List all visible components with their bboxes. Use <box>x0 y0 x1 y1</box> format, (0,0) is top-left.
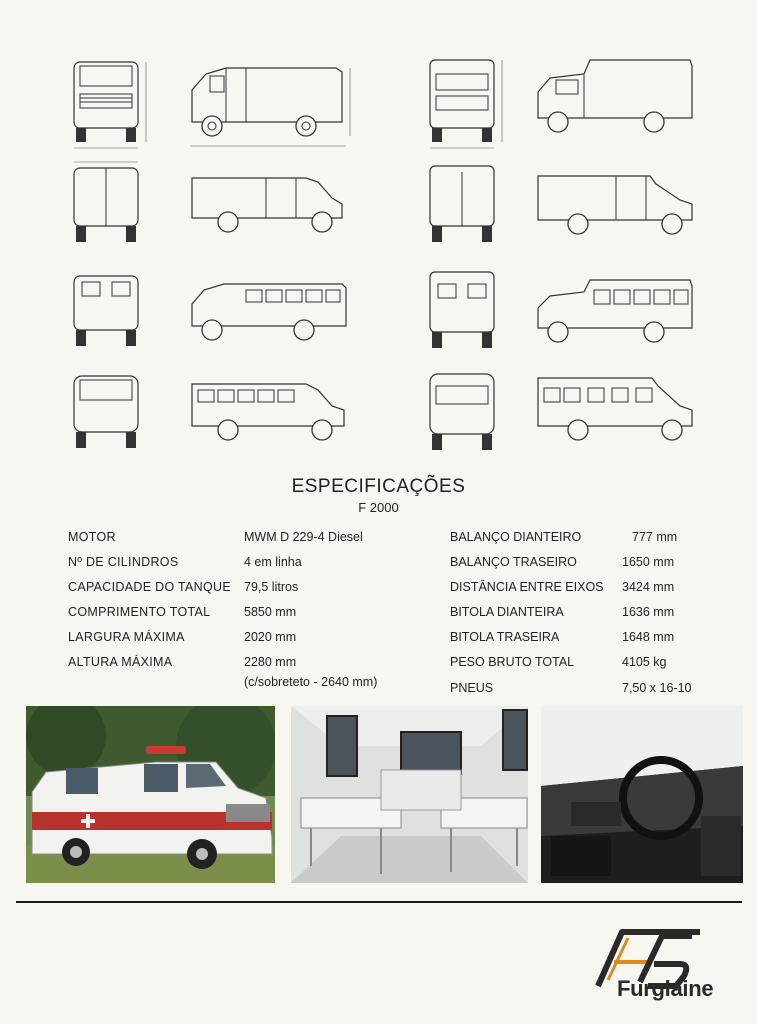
specs-model: F 2000 <box>358 500 399 515</box>
side-view-drawing-high-roof <box>532 56 702 152</box>
side-view-drawing-van <box>186 60 356 156</box>
side-view-drawing-bus-high-roof <box>532 372 702 458</box>
spec-right-label: BALANÇO TRASEIRO <box>450 555 577 569</box>
dashboard-photo <box>541 706 743 883</box>
spec-left-value: MWM D 229-4 Diesel <box>244 530 363 544</box>
side-view-drawing-minibus <box>186 274 356 358</box>
spec-left-note: (c/sobreteto - 2640 mm) <box>244 675 378 689</box>
rear-view-drawing-minibus <box>66 270 152 360</box>
ambulance-interior-photo <box>291 706 528 883</box>
spec-right-value: 4105 kg <box>622 655 667 669</box>
spec-label: LARGURA MÁXIMA <box>68 630 185 644</box>
technical-drawings <box>0 40 757 480</box>
spec-right-label: BALANÇO DIANTEIRO <box>450 530 582 544</box>
spec-left-row <box>68 555 178 569</box>
side-view-drawing-bus <box>186 374 356 458</box>
spec-right-value: 1648 mm <box>622 630 675 644</box>
spec-label: CAPACIDADE DO TANQUE <box>68 580 231 594</box>
spec-right-value: 7,50 x 16-10 <box>622 681 692 695</box>
side-view-drawing-minibus-high-roof <box>532 276 702 360</box>
side-view-drawing-van-long <box>186 168 356 248</box>
spec-left-row <box>68 655 172 669</box>
spec-right-value: 1636 mm <box>622 605 675 619</box>
spec-right-label: DISTÂNCIA ENTRE EIXOS <box>450 580 604 594</box>
spec-right-value: 777 mm <box>632 530 678 544</box>
front-view-drawing-bus <box>66 370 152 460</box>
rear-view-drawing-high-roof <box>422 158 508 254</box>
spec-right-value: 3424 mm <box>622 580 675 594</box>
spec-right-label: PNEUS <box>450 681 494 695</box>
rear-view-drawing-van <box>66 158 152 254</box>
spec-left-row <box>68 580 231 594</box>
spec-left-row <box>68 630 185 644</box>
specs-title: ESPECIFICAÇÕES <box>291 476 466 497</box>
spec-left-value: 4 em linha <box>244 555 302 569</box>
brand-name: Furglaine <box>617 976 714 1001</box>
spec-right-label: BITOLA TRASEIRA <box>450 630 560 644</box>
spec-left-value: 2280 mm <box>244 655 297 669</box>
footer-rule <box>16 901 742 903</box>
ambulance-exterior-photo <box>26 706 275 883</box>
rear-view-drawing-minibus-high-roof <box>422 266 508 360</box>
front-view-drawing-van <box>66 56 152 152</box>
spec-label: Nº DE CILINDROS <box>68 555 179 569</box>
front-view-drawing-high-roof <box>422 56 508 152</box>
spec-right-label: PESO BRUTO TOTAL <box>450 655 575 669</box>
spec-left-value: 79,5 litros <box>244 580 299 594</box>
spec-right-value: 1650 mm <box>622 555 675 569</box>
spec-left-value: 2020 mm <box>244 630 297 644</box>
spec-right-label: BITOLA DIANTEIRA <box>450 605 564 619</box>
spec-label: ALTURA MÁXIMA <box>68 655 173 669</box>
front-view-drawing-bus-high-roof <box>422 370 508 460</box>
spec-left-row <box>68 530 116 544</box>
spec-left-row <box>68 605 210 619</box>
side-view-drawing-high-roof-long <box>532 164 702 248</box>
spec-label: COMPRIMENTO TOTAL <box>68 605 211 619</box>
spec-left-value: 5850 mm <box>244 605 297 619</box>
spec-label: MOTOR <box>68 530 116 544</box>
